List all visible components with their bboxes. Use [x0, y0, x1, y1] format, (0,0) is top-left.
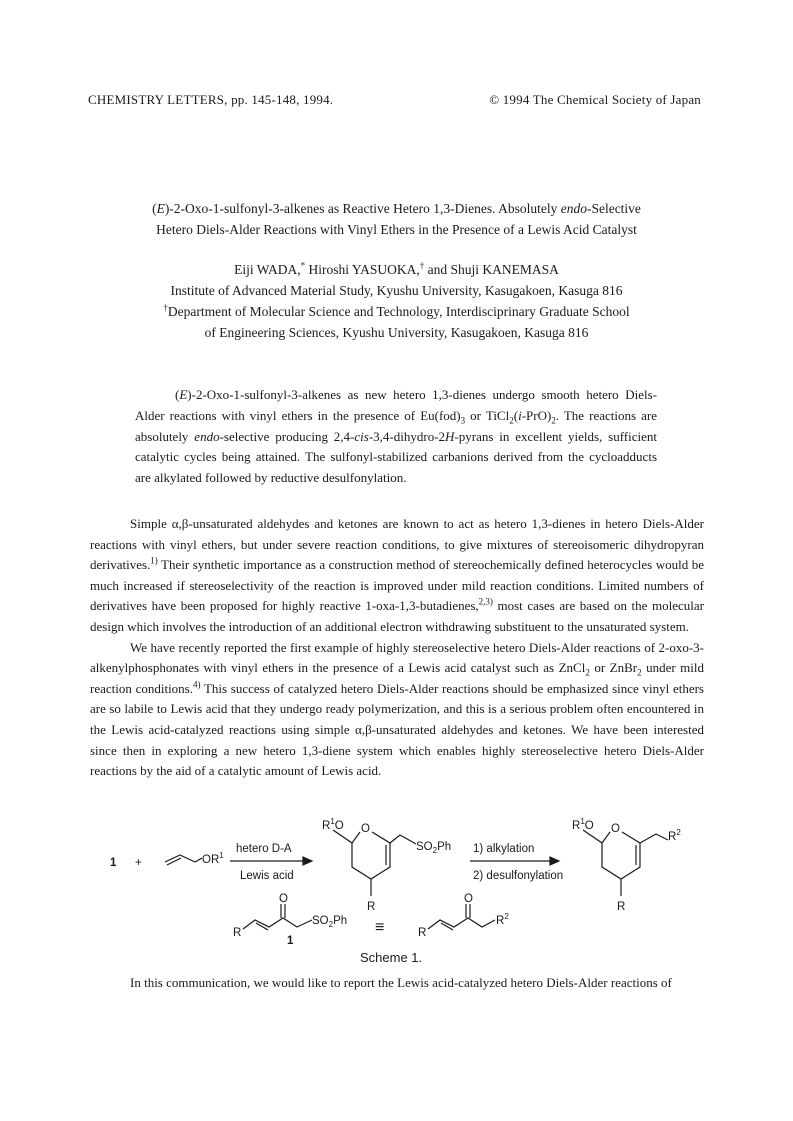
svg-text:O: O	[361, 823, 370, 835]
scheme-1-figure	[90, 810, 710, 970]
svg-text:O: O	[279, 893, 288, 905]
svg-text:1: 1	[287, 935, 294, 947]
vinyl-ether-or1: $OR^1$	[202, 851, 224, 866]
svg-text:R: R	[233, 927, 242, 939]
body-text	[90, 514, 704, 782]
svg-text:R1O: $R^1O$	[572, 817, 594, 832]
paragraph-3: In this communication, we would like to report the Lewis acid-catalyzed hetero Diels-Alder reactions of	[130, 975, 672, 990]
scheme-caption: Scheme 1.	[360, 950, 423, 965]
compound-1-label: 1	[110, 857, 117, 869]
paragraph-1: Simple α,β-unsaturated aldehydes and ketones are known to act as hetero 1,3-dienes in hetero Diels-Alder reactions with vinyl ethers, but under severe reaction conditions, to give mixtures of stereoisomeric dihydropyran derivatives.$^{1)}$ Their synthetic importance as a construction method of stereochemically defined heterocycles would be much increased if stereoselectivity of the reaction is improved under mild reaction conditions. Limited numbers of derivatives have been proposed for highly reactive 1-oxa-1,3-butadienes,$^{2,3)}$ most cases are based on the molecular design which involves the introduction of an additional electron withdrawing substituent to the unsaturated system.	[90, 516, 704, 634]
affiliation-2: Department of Molecular Science and Technology, Interdisciprinary Graduate School	[167, 304, 630, 319]
svg-text:R: R	[418, 927, 427, 939]
svg-text:SO2Ph: $SO_2Ph$	[416, 841, 452, 855]
affiliation-3: of Engineering Sciences, Kyushu University, Kasugakoen, Kasuga 816	[204, 325, 589, 340]
arrow-2-top-label: 1) alkylation	[473, 843, 535, 855]
affiliation-1: Institute of Advanced Material Study, Kyushu University, Kasugakoen, Kasuga 816	[170, 283, 623, 298]
svg-text:≡: ≡	[375, 919, 385, 936]
svg-text:+: +	[135, 857, 142, 869]
journal-citation: CHEMISTRY LETTERS, pp. 145-148, 1994.	[88, 92, 334, 107]
svg-text:R: R	[367, 901, 376, 913]
arrow-2-bottom-label: 2) desulfonylation	[473, 870, 564, 882]
svg-text:R: R	[617, 901, 626, 913]
svg-text:R2: $R^2$	[668, 828, 681, 843]
arrow-1-top-label: hetero D-A	[236, 843, 292, 855]
copyright-notice: © 1994 The Chemical Society of Japan	[489, 92, 701, 107]
article-title: (E)-2-Oxo-1-sulfonyl-3-alkenes as Reactive Hetero 1,3-Dienes. Absolutely endo-Selective Hetero Diels-Alder Reactions with Vinyl Ethers in the Presence of a Lewis Acid Catalyst	[152, 201, 641, 237]
author-block: Eiji WADA,* Hiroshi YASUOKA,† and Shuji KANEMASA Institute of Advanced Material Study, Kyushu University, Kasugakoen, Kasuga 816 †Department of Molecular Science and Technology, Interdisciprinary Graduate School of Engineering Sciences, Kyushu University, Kasugakoen, Kasuga 816	[163, 260, 630, 340]
svg-text:O: O	[464, 893, 473, 905]
svg-text:R1O: $R^1O$	[322, 817, 344, 832]
paragraph-2: We have recently reported the first example of highly stereoselective hetero Diels-Alder reactions of 2-oxo-3-alkenylphosphonates with vinyl ethers in the presence of a Lewis acid catalyst such as ZnCl$_2$ or ZnBr$_2$ under mild reaction conditions.$^{4)}$ This success of catalyzed hetero Diels-Alder reactions should be emphasized since vinyl ethers are so labile to Lewis acid that they undergo ready polymerization, and this is a serious problem often encountered in the Lewis acid-catalyzed reactions using simple α,β-unsaturated aldehydes and ketones. We have been interested since then in exploring a new hetero 1,3-diene system which enables highly stereoselective hetero Diels-Alder reactions by the aid of a catalytic amount of Lewis acid.	[90, 639, 704, 779]
body-text-continued	[90, 973, 704, 994]
svg-text:O: O	[611, 823, 620, 835]
svg-text:R2: $R^2$	[496, 912, 509, 927]
abstract: (E)-2-Oxo-1-sulfonyl-3-alkenes as new hetero 1,3-dienes undergo smooth hetero Diels-Alder reactions with vinyl ethers in the presence of $Eu(fod)_3$ or $TiCl_2(i-PrO)_2$. The reactions are absolutely endo-selective producing 2,4-cis-3,4-dihydro-2H-pyrans in excellent yields, sufficient catalytic cycles being attained. The sulfonyl-stabilized carbanions derived from the cycloadducts are alkylated followed by reductive desulfonylation.	[135, 387, 658, 486]
svg-text:SO2Ph: $SO_2Ph$	[312, 915, 348, 929]
arrow-1-bottom-label: Lewis acid	[240, 870, 294, 882]
